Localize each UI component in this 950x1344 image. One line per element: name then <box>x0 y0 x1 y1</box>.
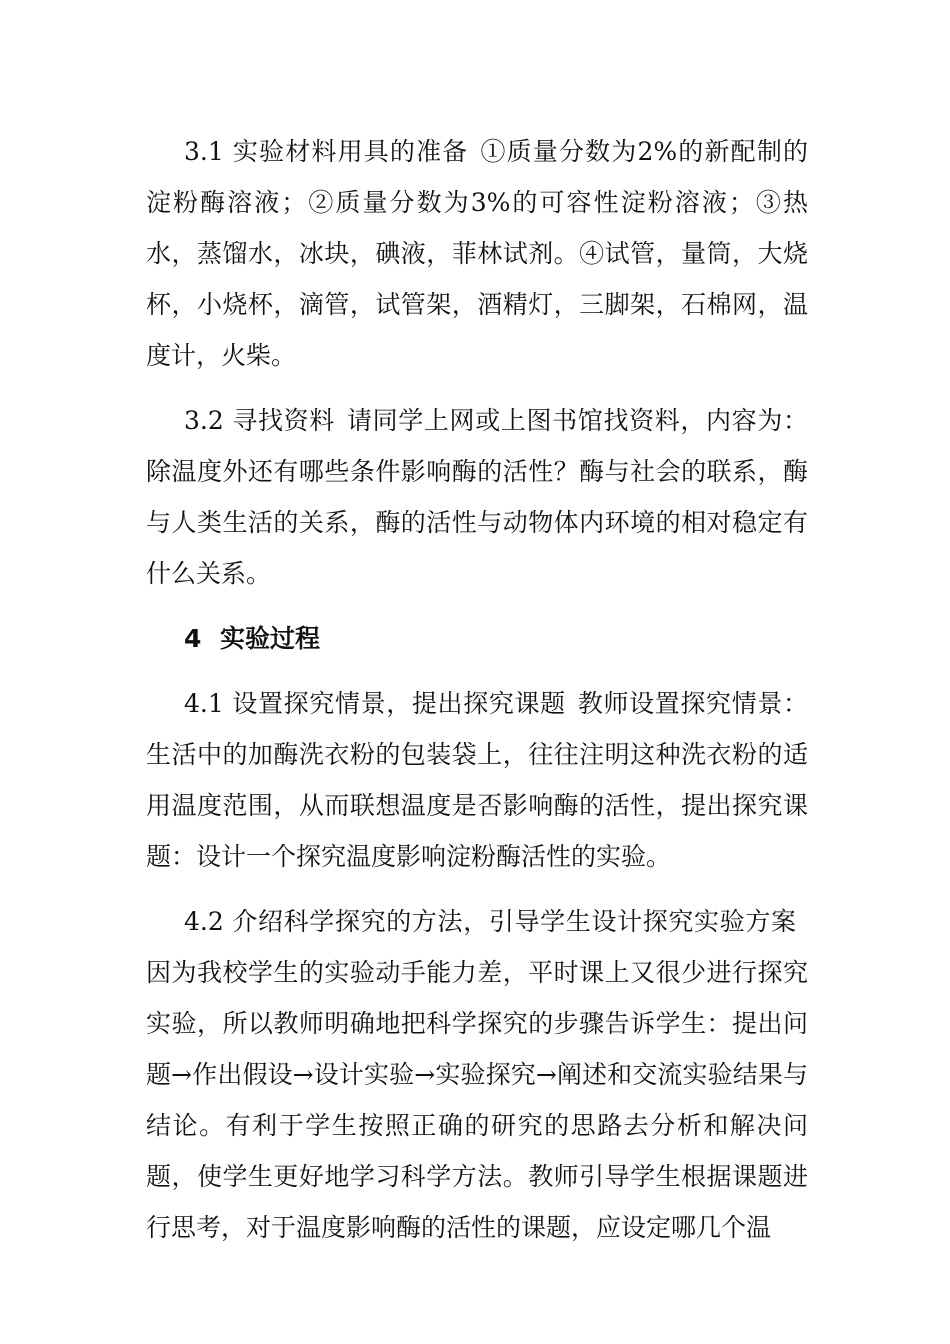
document-body <box>146 126 808 1267</box>
paragraph-4-2-lead: 4.2 介绍科学探究的方法，引导学生设计探究实验方案 <box>184 907 796 936</box>
paragraph-3-2-lead: 3.2 寻找资料 <box>184 406 335 435</box>
paragraph-4-1-body: 教师设置探究情景：生活中的加酶洗衣粉的包装袋上，往往注明这种洗衣粉的适用温度范围，从而联想温度是否影响酶的活性，提出探究课题：设计一个探究温度影响淀粉酶活性的实验。 <box>146 689 808 871</box>
paragraph-4-2-body: 因为我校学生的实验动手能力差，平时课上又很少进行探究实验，所以教师明确地把科学探究的步骤告诉学生：提出问题→作出假设→设计实验→实验探究→阐述和交流实验结果与结论。有利于学生按照正确的研究的思路去分析和解决问题，使学生更好地学习科学方法。教师引导学生根据课题进行思考，对于温度影响酶的活性的课题，应设定哪几个温 <box>146 958 808 1242</box>
paragraph-3-1 <box>146 126 808 381</box>
paragraph-3-2 <box>146 395 808 599</box>
paragraph-3-1-lead: 3.1 实验材料用具的准备 <box>184 137 469 166</box>
section-4-title: 实验过程 <box>220 624 321 653</box>
paragraph-4-1 <box>146 678 808 882</box>
section-4-heading <box>146 613 808 664</box>
paragraph-4-2 <box>146 896 808 1253</box>
paragraph-3-1-body: ①质量分数为2%的新配制的淀粉酶溶液；②质量分数为3%的可容性淀粉溶液；③热水，蒸馏水，冰块，碘液，菲林试剂。④试管，量筒，大烧杯，小烧杯，滴管，试管架，酒精灯，三脚架，石棉网，温度计，火柴。 <box>146 137 808 370</box>
section-4-number: 4 <box>184 624 202 653</box>
paragraph-3-2-body: 请同学上网或上图书馆找资料，内容为：除温度外还有哪些条件影响酶的活性？酶与社会的联系，酶与人类生活的关系，酶的活性与动物体内环境的相对稳定有什么关系。 <box>146 406 808 588</box>
paragraph-4-1-lead: 4.1 设置探究情景，提出探究课题 <box>184 689 566 718</box>
